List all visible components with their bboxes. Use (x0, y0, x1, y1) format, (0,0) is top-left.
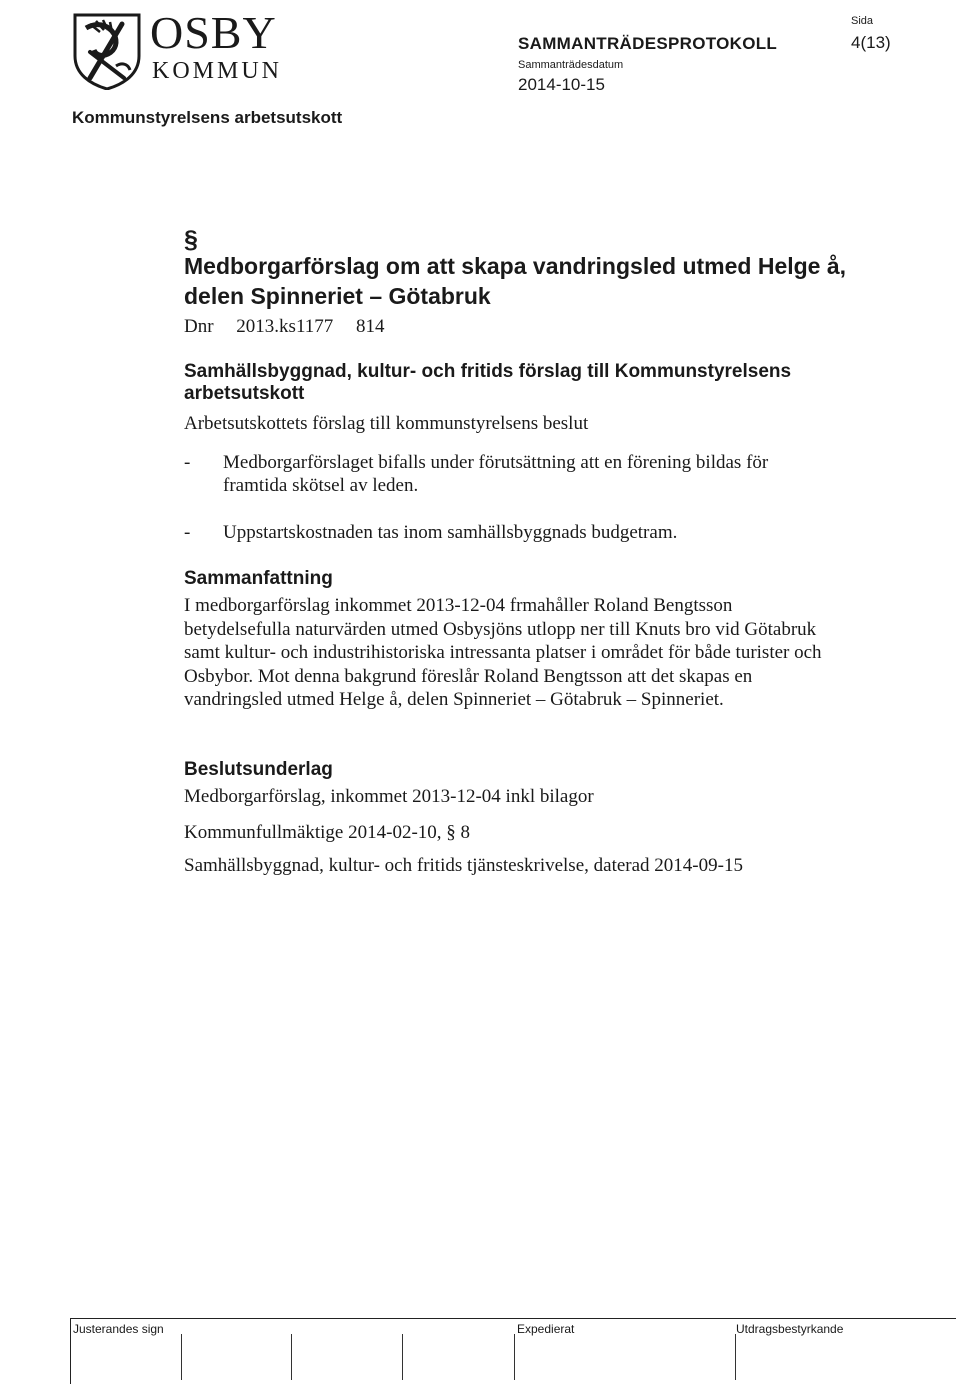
page-title: Medborgarförslag om att skapa vandringsled utmed Helge å, delen Spinneriet – Götabruk (184, 253, 847, 309)
footer-divider (70, 1318, 956, 1319)
basis-item: Medborgarförslag, inkommet 2013-12-04 inkl bilagor (184, 786, 594, 807)
basis-item: Samhällsbyggnad, kultur- och fritids tjänsteskrivelse, daterad 2014-09-15 (184, 855, 743, 876)
page-label: Sida (851, 15, 874, 27)
signature-line (181, 1334, 182, 1380)
page-number: 4(13) (851, 33, 891, 52)
basis-heading: Beslutsunderlag (184, 759, 333, 780)
signature-line (735, 1334, 736, 1380)
case-number: Dnr 2013.ks1177 814 (184, 316, 385, 337)
summary-heading: Sammanfattning (184, 568, 333, 589)
section-mark: § (184, 226, 198, 254)
list-item (184, 451, 824, 501)
signers-label: Justerandes sign (73, 1322, 164, 1336)
signature-line (402, 1334, 403, 1380)
list-item (184, 521, 824, 545)
signature-box (70, 1318, 956, 1384)
signature-line (291, 1334, 292, 1380)
proposal-heading: Samhällsbyggnad, kultur- och fritids förslag till Kommunstyrelsens arbetsutskott (184, 361, 792, 404)
proposal-subheading: Arbetsutskottets förslag till kommunstyrelsens beslut (184, 413, 589, 434)
logo-name: OSBY (150, 7, 277, 58)
meeting-date-label: Sammanträdesdatum (518, 59, 624, 71)
dispatched-label: Expedierat (517, 1322, 575, 1336)
basis-item: Kommunfullmäktige 2014-02-10, § 8 (184, 822, 471, 843)
document-type: SAMMANTRÄDESPROTOKOLL (518, 34, 778, 53)
list-item-text: Medborgarförslaget bifalls under förutsättning att en förening bildas för framtida skötsel av leden. (223, 452, 769, 496)
certified-label: Utdragsbestyrkande (736, 1322, 844, 1336)
summary-text: I medborgarförslag inkommet 2013-12-04 frmahåller Roland Bengtsson betydelsefulla naturvärden utmed Osbysjöns utlopp ner till Knuts bro vid Götabruk samt kultur- och industrihistoriska intressanta platser i området för både turister och Osbybor. Mot denna bakgrund föreslår Roland Bengtsson att det skapas en vandringsled utmed Helge å, delen Spinneriet – Götabruk – Spinneriet. (184, 595, 822, 711)
logo-subtitle: KOMMUN (152, 58, 283, 84)
list-item-text: Uppstartskostnaden tas inom samhällsbyggnads budgetram. (223, 522, 678, 543)
meeting-date: 2014-10-15 (518, 75, 605, 94)
list-dash: - (184, 452, 191, 473)
footer-border (70, 1318, 71, 1384)
signature-line (514, 1334, 515, 1380)
municipality-emblem-icon (72, 12, 142, 90)
list-dash: - (184, 522, 191, 543)
committee-name: Kommunstyrelsens arbetsutskott (72, 108, 343, 127)
